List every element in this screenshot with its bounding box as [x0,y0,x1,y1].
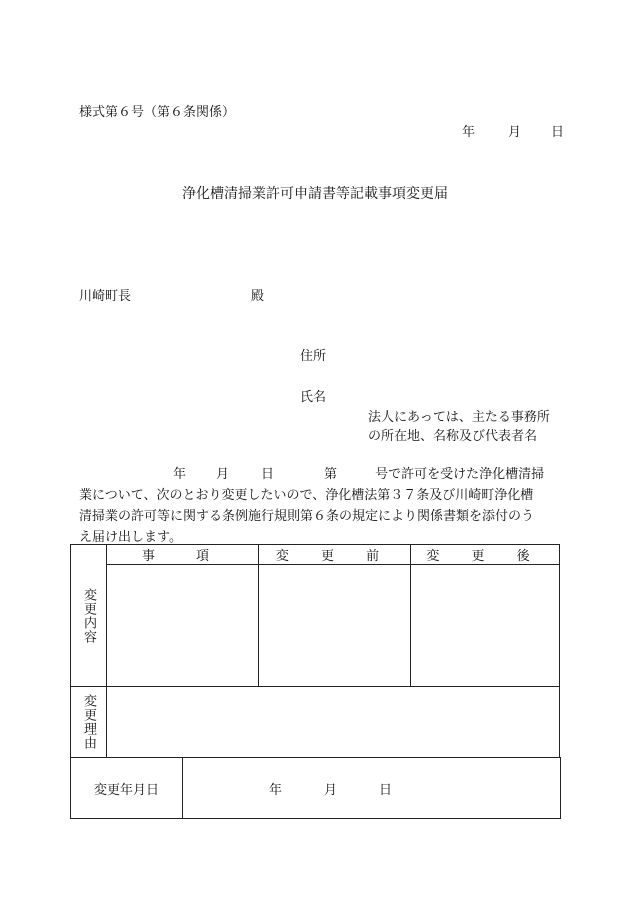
change-date-day: 日 [379,782,393,798]
body-month: 月 [216,467,230,482]
body-line-4: え届け出します。 [79,530,182,545]
change-date-month: 月 [324,782,338,798]
corporate-note-line1: 法人にあっては、主たる事務所 [368,410,550,425]
address-label: 住所 [300,349,327,364]
change-date-table [70,757,561,819]
corporate-note-line2: の所在地、名称及び代表者名 [368,429,538,444]
change-table [70,544,560,758]
change-reason-label-cell [71,687,107,758]
date-month: 月 [508,125,522,140]
date-day: 日 [551,125,565,140]
header-before: 変 更 前 [259,545,411,565]
after-input-cell[interactable] [411,565,560,687]
form-number: 様式第６号（第６条関係） [79,105,236,120]
header-item: 事 項 [107,545,259,565]
date-year: 年 [462,125,476,140]
item-input-cell[interactable] [107,565,259,687]
body-paragraph [79,464,569,548]
change-date-year: 年 [269,782,283,798]
body-line-1-rest: 号で許可を受けた浄化槽清掃 [375,467,545,482]
change-content-label: 変更内容 [81,587,96,644]
body-number-prefix: 第 [324,467,338,482]
body-day: 日 [261,467,275,482]
change-date-cell[interactable] [183,758,561,819]
header-after: 変 更 後 [411,545,560,565]
change-date-label: 変更年月日 [71,758,183,819]
recipient-name: 川崎町長 [79,289,132,304]
document-title: 浄化槽清掃業許可申請書等記載事項変更届 [182,186,448,202]
name-label: 氏名 [300,390,327,405]
body-year: 年 [173,467,187,482]
body-line-1 [79,464,569,485]
body-line-3: 清掃業の許可等に関する条例施行規則第６条の規定により関係書類を添付のう [79,509,535,524]
change-content-label-cell [71,545,107,687]
submission-date [462,121,564,140]
change-reason-label: 変更理由 [81,694,96,750]
change-reason-input-cell[interactable] [107,687,560,758]
recipient-honorific: 殿 [251,289,265,304]
before-input-cell[interactable] [259,565,411,687]
body-line-2: 業について、次のとおり変更したいので、浄化槽法第３７条及び川崎町浄化槽 [79,488,534,503]
